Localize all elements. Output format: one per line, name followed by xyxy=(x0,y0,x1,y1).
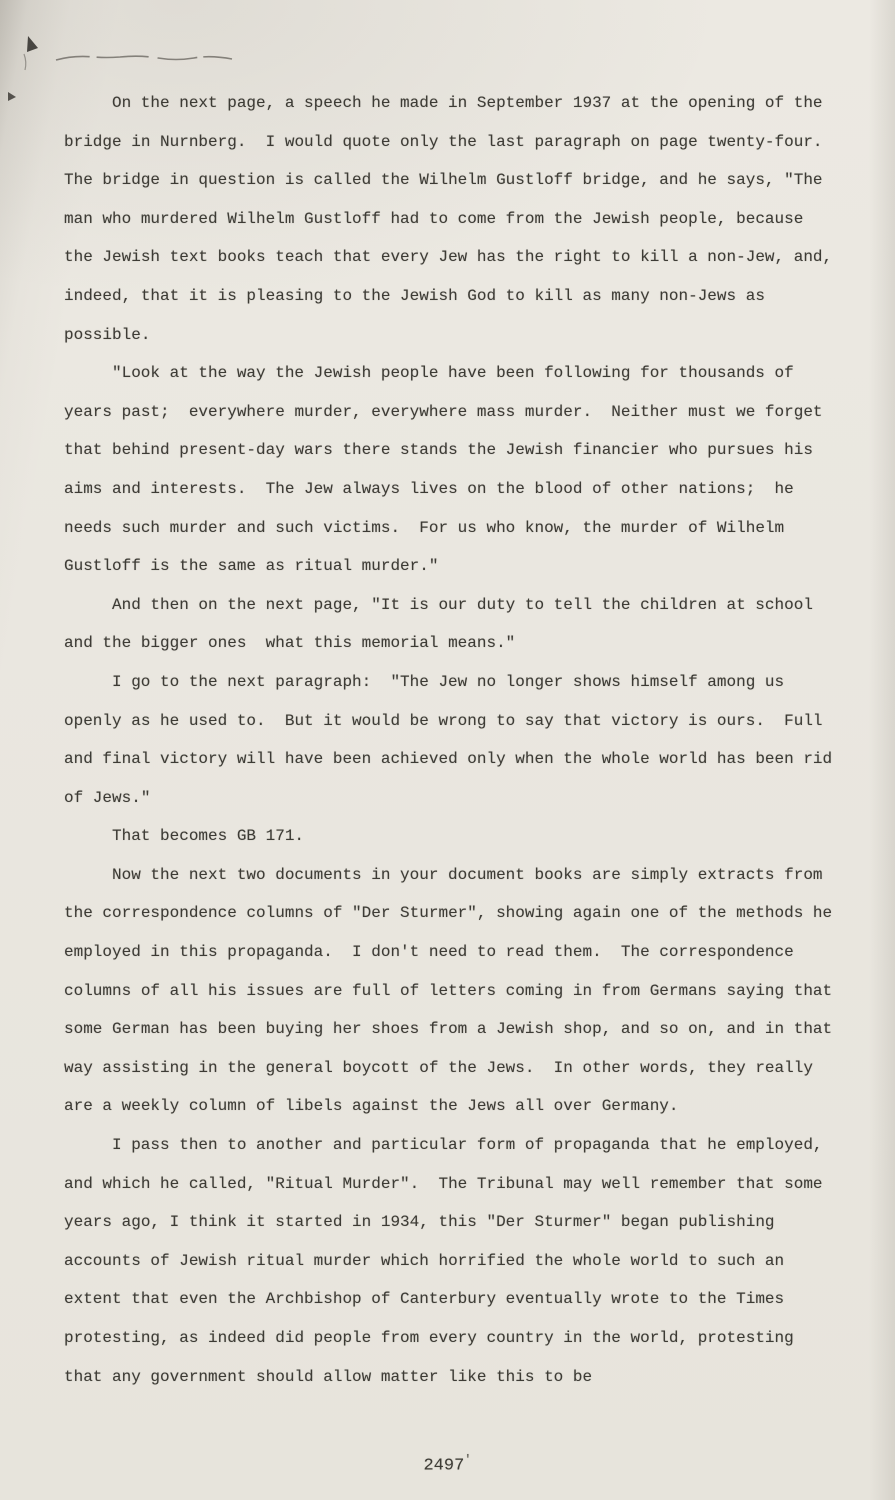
paragraph-6: Now the next two documents in your document books are simply extracts from the correspondence columns of "Der Sturmer", showing again one of the methods he employed in this propaganda. I don't need to read them. The correspondence columns of all his issues are full of letters coming in from Germans saying that some German has been buying her shoes from a Jewish shop, and so on, and in that way assisting in the general boycott of the Jews. In other words, they really are a weekly column of libels against the Jews all over Germany. xyxy=(64,865,842,1116)
transcript-text xyxy=(64,84,842,1396)
paragraph-1: On the next page, a speech he made in September 1937 at the opening of the bridge in Nurnberg. I would quote only the last paragraph on page twenty-four. The bridge in question is called the Wilhelm Gustloff bridge, and he says, "The man who murdered Wilhelm Gustloff had to come from the Jewish people, because the Jewish text books teach that every Jew has the right to kill a non-Jew, and, indeed, that it is pleasing to the Jewish God to kill as many non-Jews as possible. xyxy=(64,94,842,344)
paragraph-4: I go to the next paragraph: "The Jew no longer shows himself among us openly as he used to. But it would be wrong to say that victory is ours. Full and final victory will have been achieved only when the whole world has been rid of Jews." xyxy=(64,672,842,807)
paragraph-2: "Look at the way the Jewish people have been following for thousands of years past; everywhere murder, everywhere mass murder. Neither must we forget that behind present-day wars there stands the Jewish financier who pursues his aims and interests. The Jew always lives on the blood of other nations; he needs such murder and such victims. For us who know, the murder of Wilhelm Gustloff is the same as ritual murder." xyxy=(64,364,833,576)
paragraph-7: I pass then to another and particular form of propaganda that he employed, and which he called, "Ritual Murder". The Tribunal may well remember that some years ago, I think it started in 1934, this "Der Sturmer" began publishing accounts of Jewish ritual murder which horrified the whole world to such an extent that even the Archbishop of Canterbury eventually wrote to the Times protesting, as indeed did people from every country in the world, protesting that any government should allow matter like this to be xyxy=(64,1136,833,1386)
page-number xyxy=(0,1453,895,1476)
ink-blot-tail-mark xyxy=(24,54,26,70)
ink-blot-mark xyxy=(27,36,38,52)
paragraph-3: And then on the next page, "It is our duty to tell the children at school and the bigger ones what this memorial means." xyxy=(64,595,823,653)
page-number-tick-mark: ' xyxy=(464,1453,472,1468)
margin-tick-mark xyxy=(8,92,16,101)
page-number-value: 2497 xyxy=(423,1457,465,1476)
paragraph-5: That becomes GB 171. xyxy=(112,827,305,846)
pen-squiggle-line xyxy=(56,56,232,60)
